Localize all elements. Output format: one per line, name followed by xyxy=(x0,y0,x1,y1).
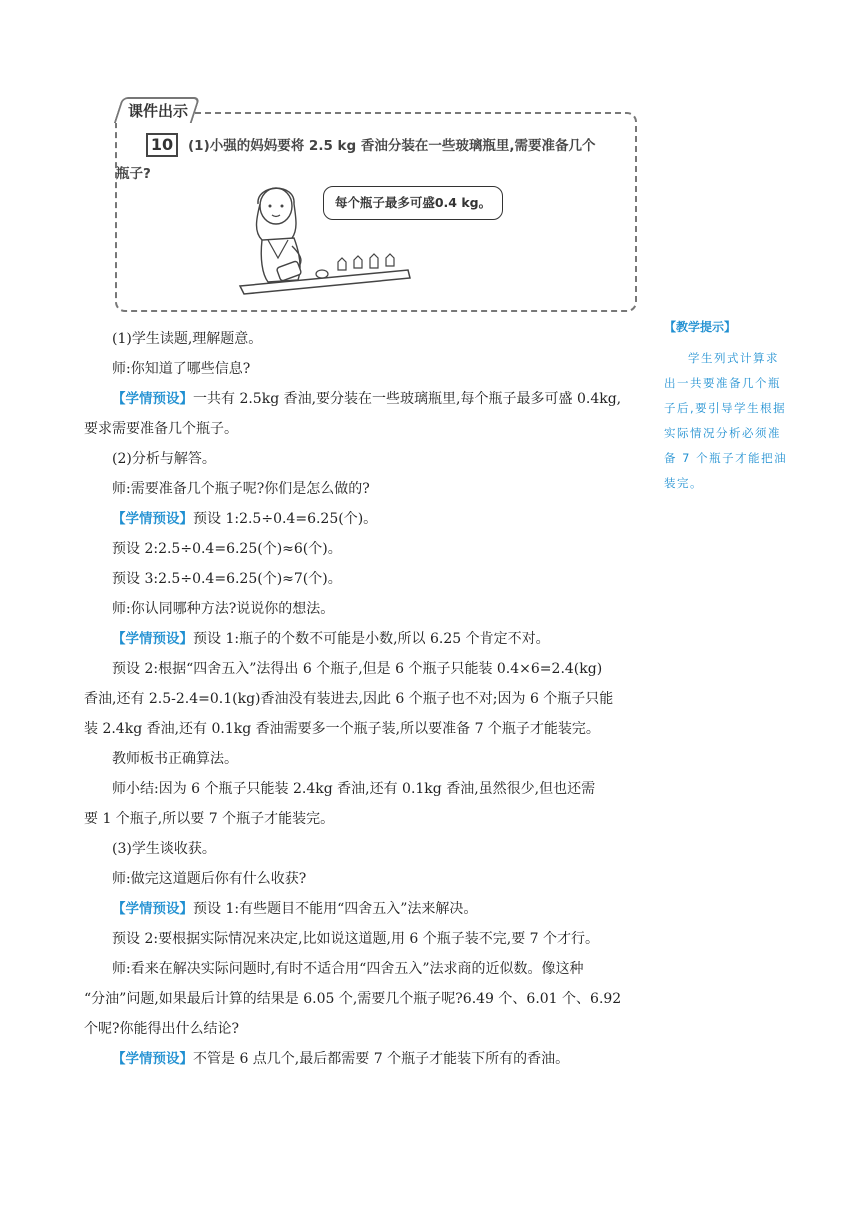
text-line xyxy=(84,654,660,684)
text-line xyxy=(84,864,660,894)
text-line xyxy=(84,594,660,624)
line-text: 个呢?你能得出什么结论? xyxy=(84,1021,240,1037)
text-line xyxy=(84,954,660,984)
line-text: 预设 1:瓶子的个数不可能是小数,所以 6.25 个肯定不对。 xyxy=(193,631,550,647)
teaching-tip-title: 【教学提示】 xyxy=(664,320,737,334)
line-text: 预设 2:根据“四舍五入”法得出 6 个瓶子,但是 6 个瓶子只能装 0.4×6=2.4(kg) xyxy=(112,661,603,677)
preset-tag: 【学情预设】 xyxy=(112,511,193,527)
preset-tag: 【学情预设】 xyxy=(112,1051,193,1067)
line-text: 不管是 6 点几个,最后都需要 7 个瓶子才能装下所有的香油。 xyxy=(193,1051,570,1067)
text-line xyxy=(84,834,660,864)
preset-tag: 【学情预设】 xyxy=(112,631,193,647)
text-line xyxy=(84,564,660,594)
text-line xyxy=(84,474,660,504)
lesson-body xyxy=(84,324,660,1074)
preset-tag: 【学情预设】 xyxy=(112,391,193,407)
line-text: 预设 1:有些题目不能用“四舍五入”法来解决。 xyxy=(193,901,478,917)
speech-bubble: 每个瓶子最多可盛0.4 kg。 xyxy=(323,186,503,220)
text-line xyxy=(84,894,660,924)
text-line xyxy=(84,1014,660,1044)
line-text: 教师板书正确算法。 xyxy=(112,751,238,767)
preset-tag: 【学情预设】 xyxy=(112,901,193,917)
line-text: (3)学生谈收获。 xyxy=(112,841,216,857)
text-line xyxy=(84,534,660,564)
text-line xyxy=(84,624,660,654)
line-text: 预设 3:2.5÷0.4=6.25(个)≈7(个)。 xyxy=(112,571,342,587)
text-line xyxy=(84,444,660,474)
courseware-tab-label: 课件出示 xyxy=(128,102,189,120)
line-text: 装 2.4kg 香油,还有 0.1kg 香油需要多一个瓶子装,所以要准备 7 个瓶子才能装完。 xyxy=(84,721,600,737)
text-line xyxy=(84,414,660,444)
line-text: 预设 1:2.5÷0.4=6.25(个)。 xyxy=(193,511,378,527)
exercise-number: 10 xyxy=(146,133,178,157)
line-text: 师:你认同哪种方法?说说你的想法。 xyxy=(112,601,335,617)
line-text: (1)学生读题,理解题意。 xyxy=(112,331,263,347)
text-line xyxy=(84,804,660,834)
line-text: 香油,还有 2.5-2.4=0.1(kg)香油没有装进去,因此 6 个瓶子也不对;因为 6 个瓶子只能 xyxy=(84,691,614,707)
text-line xyxy=(84,384,660,414)
line-text: 师:需要准备几个瓶子呢?你们是怎么做的? xyxy=(112,481,370,497)
text-line xyxy=(84,354,660,384)
text-line xyxy=(84,924,660,954)
text-line xyxy=(84,744,660,774)
line-text: 师小结:因为 6 个瓶子只能装 2.4kg 香油,还有 0.1kg 香油,虽然很少,但也还需 xyxy=(112,781,596,797)
text-line xyxy=(84,714,660,744)
teaching-tip-text: 学生列式计算求出一共要准备几个瓶子后,要引导学生根据实际情况分析必须准备 7 个瓶子才能把油装完。 xyxy=(664,351,788,490)
line-text: (2)分析与解答。 xyxy=(112,451,216,467)
text-line xyxy=(84,984,660,1014)
line-text: 师:你知道了哪些信息? xyxy=(112,361,251,377)
text-line xyxy=(84,324,660,354)
line-text: 一共有 2.5kg 香油,要分装在一些玻璃瓶里,每个瓶子最多可盛 0.4kg, xyxy=(193,391,622,407)
text-line xyxy=(84,774,660,804)
line-text: 要求需要准备几个瓶子。 xyxy=(84,421,238,437)
text-line xyxy=(84,504,660,534)
text-line xyxy=(84,1044,660,1074)
text-line xyxy=(84,684,660,714)
line-text: 预设 2:2.5÷0.4=6.25(个)≈6(个)。 xyxy=(112,541,342,557)
line-text: “分油”问题,如果最后计算的结果是 6.05 个,需要几个瓶子呢?6.49 个、6.01 个、6.92 xyxy=(84,991,622,1007)
problem-text-line2: 瓶子? xyxy=(116,166,151,182)
line-text: 师:看来在解决实际问题时,有时不适合用“四舍五入”法求商的近似数。像这种 xyxy=(112,961,584,977)
line-text: 预设 2:要根据实际情况来决定,比如说这道题,用 6 个瓶子装不完,要 7 个才行。 xyxy=(112,931,600,947)
line-text: 师:做完这道题后你有什么收获? xyxy=(112,871,307,887)
line-text: 要 1 个瓶子,所以要 7 个瓶子才能装完。 xyxy=(84,811,335,827)
problem-text-line1: (1)小强的妈妈要将 2.5 kg 香油分装在一些玻璃瓶里,需要准备几个 xyxy=(188,138,596,154)
